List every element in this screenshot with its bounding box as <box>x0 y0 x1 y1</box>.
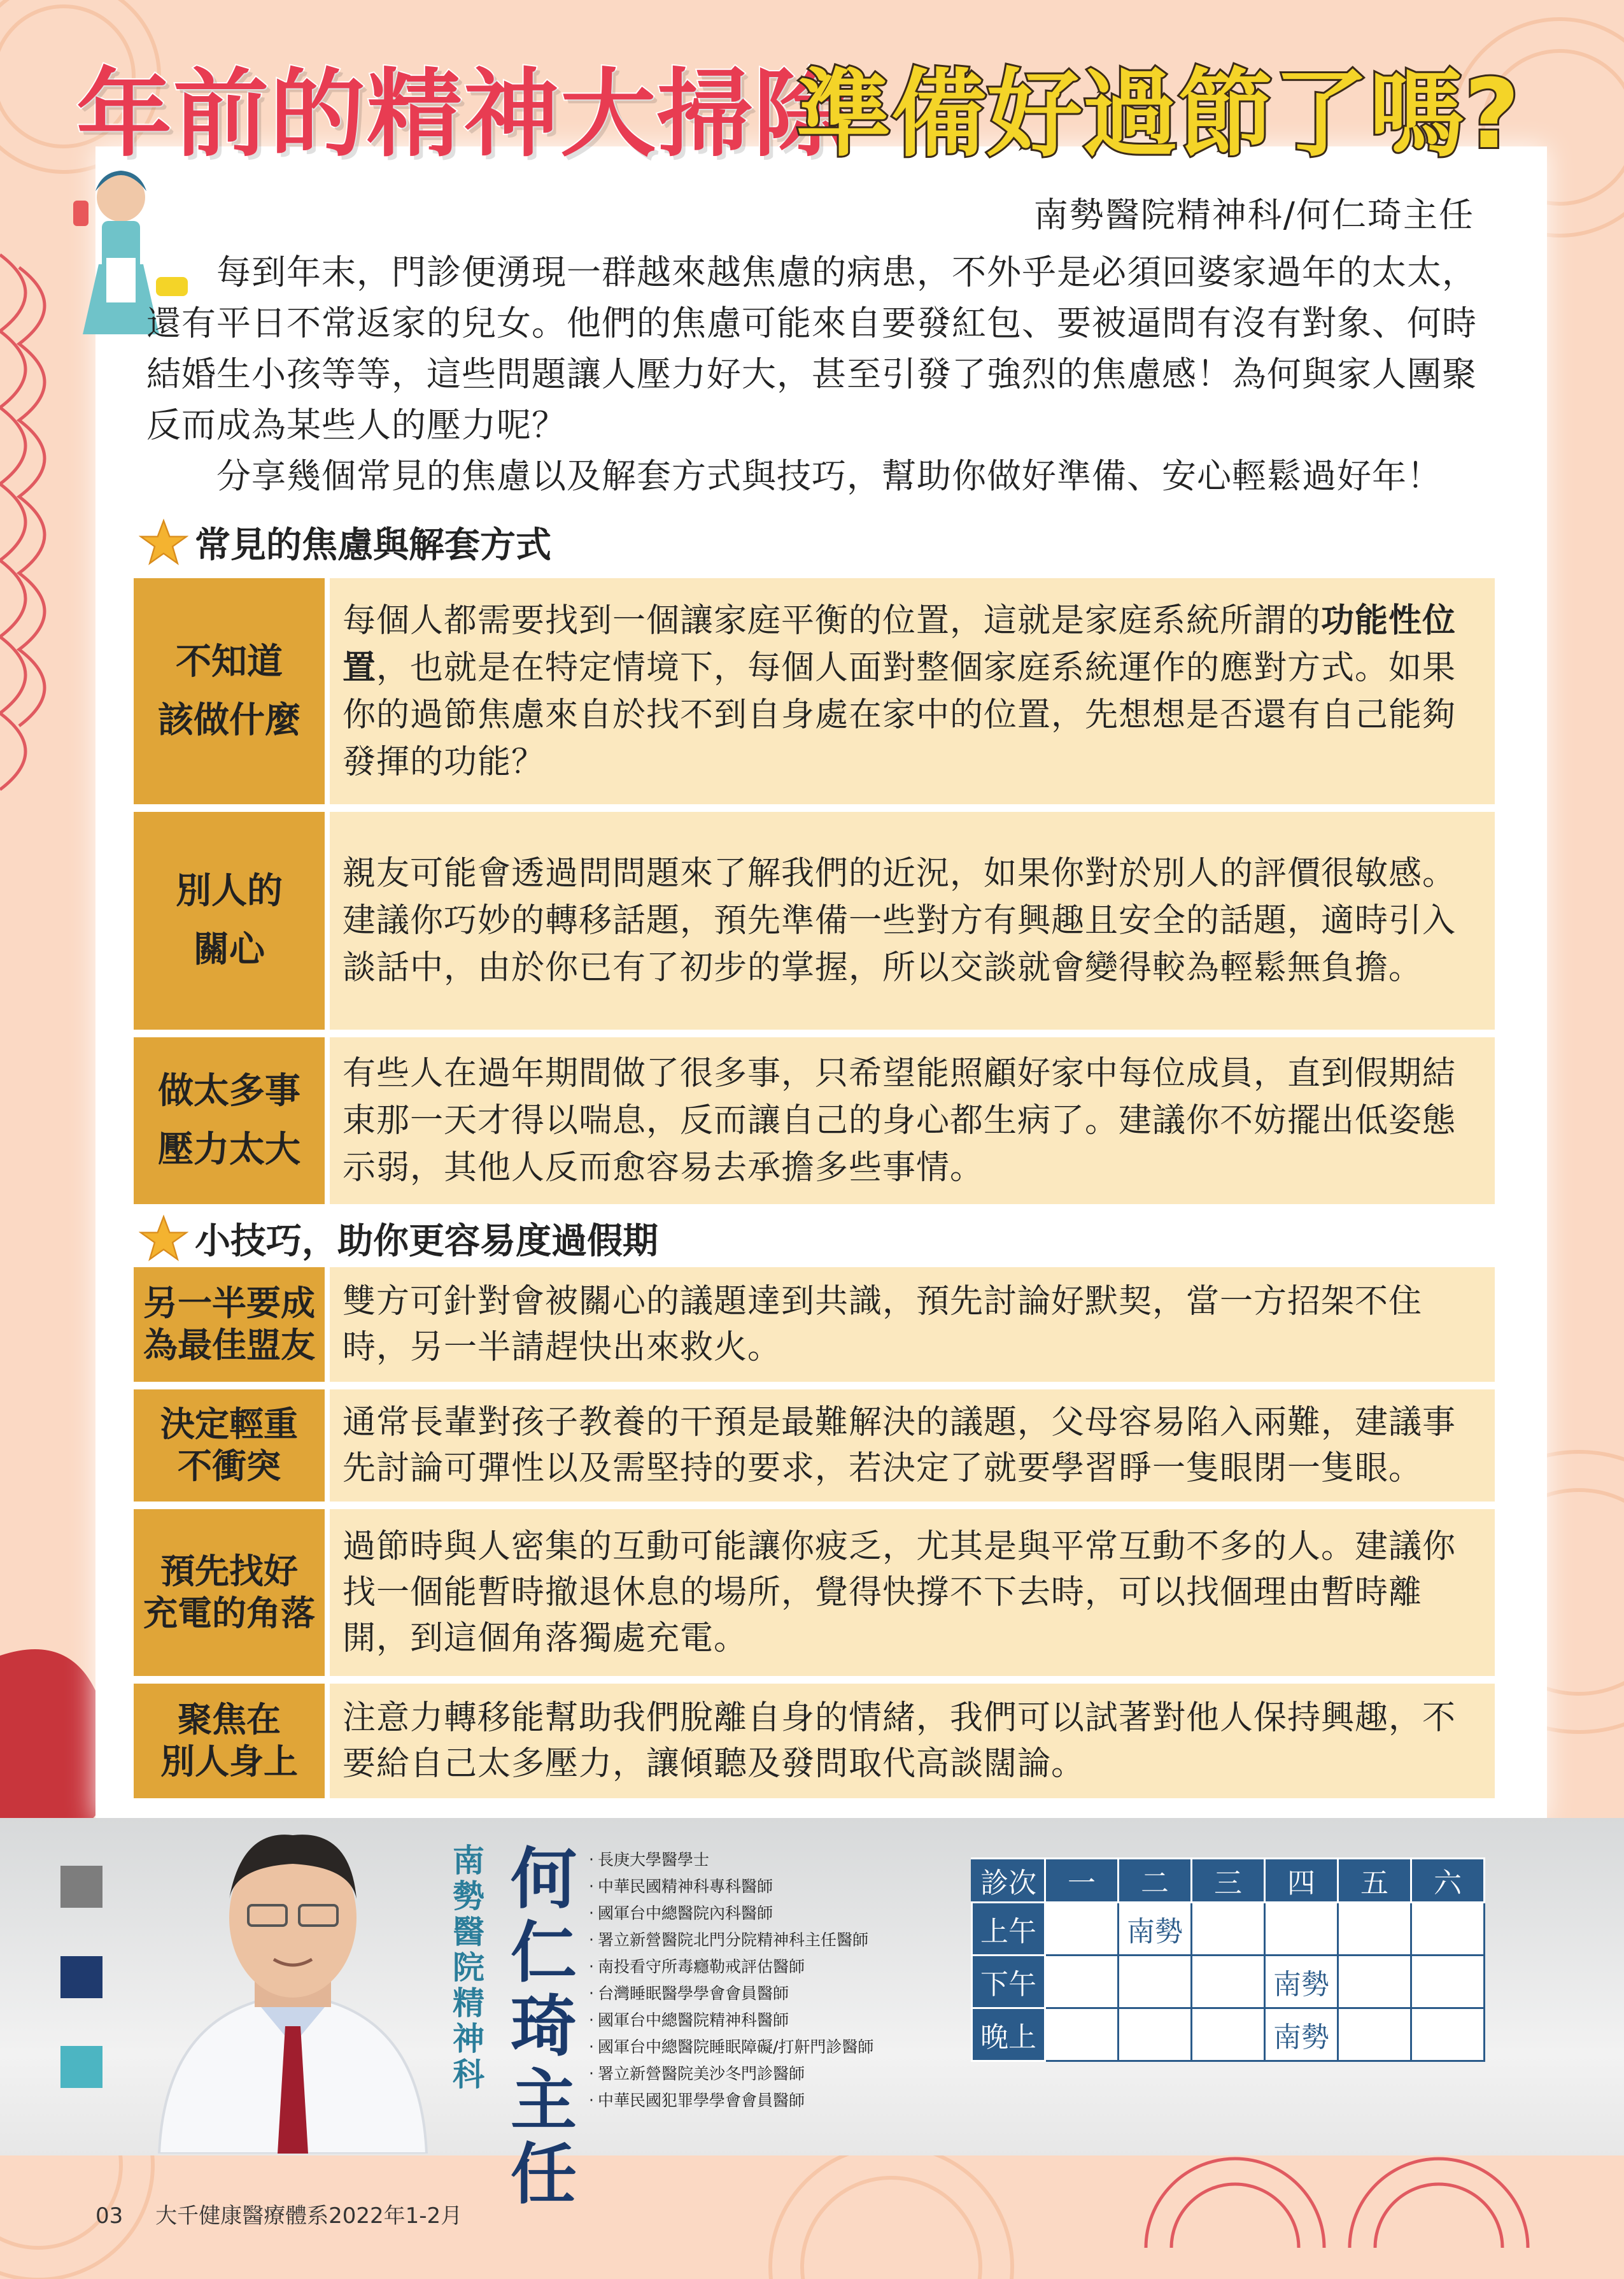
schedule-cell: 南勢 <box>1265 2008 1338 2061</box>
row-label <box>134 578 325 804</box>
schedule-day: 六 <box>1411 1859 1485 1903</box>
schedule-cell <box>1192 1956 1265 2008</box>
credential-item: ‧ 署立新營醫院美沙冬門診醫師 <box>589 2061 873 2087</box>
row-label-line: 充電的角落 <box>143 1593 315 1633</box>
publication-name: 大千健康醫療體系2022年1-2月 <box>155 2203 463 2229</box>
section-heading-anxieties <box>139 517 551 568</box>
schedule-cell <box>1338 1903 1411 1956</box>
doctor-department: 南勢醫院精神科 <box>448 1843 484 2093</box>
desc-text: 雙方可針對會被關心的議題達到共識，預先討論好默契，當一方招架不住時，另一半請趕快出來救火。 <box>342 1282 1423 1367</box>
credential-item: ‧ 中華民國精神科專科醫師 <box>589 1873 873 1900</box>
table-row <box>134 1684 1495 1798</box>
schedule-cell <box>1338 1956 1411 2008</box>
credential-item: ‧ 國軍台中總醫院內科醫師 <box>589 1900 873 1927</box>
table-row <box>134 578 1495 804</box>
author-line: 南勢醫院精神科/何仁琦主任 <box>1033 195 1474 235</box>
row-label-line: 另一半要成 <box>143 1283 315 1323</box>
schedule-cell <box>1119 1956 1192 2008</box>
credential-item: ‧ 國軍台中總醫院精神科醫師 <box>589 2007 873 2034</box>
credential-item: ‧ 署立新營醫院北門分院精神科主任醫師 <box>589 1927 873 1954</box>
title-right: 準備好過節了嗎? <box>796 59 1520 170</box>
schedule-cell <box>1045 2008 1119 2061</box>
page-title <box>76 60 1566 175</box>
intro-text <box>146 247 1483 502</box>
decor-square-gray <box>60 1866 102 1908</box>
doctor-photo <box>134 1822 452 2154</box>
schedule-corner: 診次 <box>972 1859 1045 1903</box>
schedule-cell <box>1411 1956 1485 2008</box>
row-label <box>134 1267 325 1382</box>
row-label-line: 聚焦在 <box>178 1700 281 1740</box>
schedule-session: 下午 <box>972 1956 1045 2008</box>
star-icon <box>139 1214 188 1263</box>
schedule-cell <box>1045 1956 1119 2008</box>
row-label-line: 壓力太大 <box>158 1129 300 1170</box>
desc-text: 每個人都需要找到一個讓家庭平衡的位置，這就是家庭系統所謂的 <box>342 601 1322 640</box>
page-footer <box>95 2198 462 2229</box>
schedule-cell <box>1119 2008 1192 2061</box>
row-label-line: 不衝突 <box>178 1446 281 1486</box>
schedule-day: 五 <box>1338 1859 1411 1903</box>
desc-text: ，也就是在特定情境下，每個人面對整個家庭系統運作的應對方式。如果你的過節焦慮來自於找不到自身處在家中的位置，先想想是否還有自己能夠發揮的功能？ <box>342 648 1457 781</box>
intro-paragraph-1: 每到年末，門診便湧現一群越來越焦慮的病患，不外乎是必須回婆家過年的太太，還有平日不常返家的兒女。他們的焦慮可能來自要發紅包、要被逼問有沒有對象、何時結婚生小孩等等，這些問題讓人壓力好大，甚至引發了強烈的焦慮感！為何與家人團聚反而成為某些人的壓力呢？ <box>146 252 1477 445</box>
desc-text: 通常長輩對孩子教養的干預是最難解決的議題，父母容易陷入兩難，建議事先討論可彈性以及需堅持的要求，若決定了就要學習睜一隻眼閉一隻眼。 <box>342 1403 1457 1487</box>
doctor-name: 何仁琦主任 <box>499 1843 577 2213</box>
credential-item: ‧ 國軍台中總醫院睡眠障礙/打鼾門診醫師 <box>589 2034 873 2061</box>
desc-text: 注意力轉移能幫助我們脫離自身的情緒，我們可以試著對他人保持興趣，不要給自己太多壓力，讓傾聽及發問取代高談闊論。 <box>342 1699 1457 1783</box>
section-heading-text: 常見的焦慮與解套方式 <box>195 525 551 566</box>
desc-bold-term: 功能性位置 <box>342 601 1457 687</box>
credential-item: ‧ 台灣睡眠醫學學會會員醫師 <box>589 1980 873 2007</box>
table-row <box>134 1267 1495 1382</box>
row-label-line: 做太多事 <box>158 1070 300 1112</box>
schedule-day: 二 <box>1119 1859 1192 1903</box>
title-left: 年前的精神大掃除 <box>76 59 851 170</box>
schedule-row <box>972 2008 1485 2061</box>
row-label-line: 該做什麼 <box>158 699 300 741</box>
schedule-session: 晚上 <box>972 2008 1045 2061</box>
table-row <box>134 1509 1495 1676</box>
section-heading-text: 小技巧，助你更容易度過假期 <box>195 1221 658 1262</box>
row-description <box>330 578 1495 804</box>
schedule-header-row <box>972 1859 1485 1903</box>
desc-text: 過節時與人密集的互動可能讓你疲乏，尤其是與平常互動不多的人。建議你找一個能暫時撤退休息的場所，覺得快撐不下去時，可以找個理由暫時離開，到這個角落獨處充電。 <box>342 1528 1457 1658</box>
anxiety-table <box>134 578 1495 1212</box>
schedule-day: 三 <box>1192 1859 1265 1903</box>
table-row <box>134 812 1495 1030</box>
row-description <box>330 1684 1495 1798</box>
row-label <box>134 1389 325 1502</box>
row-label-line: 決定輕重 <box>160 1404 298 1444</box>
row-label <box>134 1037 325 1204</box>
tips-table <box>134 1267 1495 1806</box>
schedule-row <box>972 1956 1485 2008</box>
row-description <box>330 1037 1495 1204</box>
row-description <box>330 1389 1495 1502</box>
schedule-session: 上午 <box>972 1903 1045 1956</box>
row-description <box>330 1509 1495 1676</box>
row-description <box>330 1267 1495 1382</box>
credential-item: ‧ 長庚大學醫學士 <box>589 1847 873 1873</box>
credential-item: ‧ 中華民國犯罪學學會會員醫師 <box>589 2087 873 2114</box>
row-label-line: 預先找好 <box>160 1551 298 1591</box>
credential-item: ‧ 南投看守所毒癮勒戒評估醫師 <box>589 1954 873 1980</box>
schedule-cell <box>1192 1903 1265 1956</box>
schedule-cell <box>1411 1903 1485 1956</box>
table-row <box>134 1037 1495 1204</box>
clinic-schedule-table <box>971 1857 1485 2062</box>
decor-square-teal <box>60 2046 102 2088</box>
schedule-cell: 南勢 <box>1119 1903 1192 1956</box>
intro-paragraph-2: 分享幾個常見的焦慮以及解套方式與技巧，幫助你做好準備、安心輕鬆過好年！ <box>216 456 1442 496</box>
section-heading-tips <box>139 1213 658 1264</box>
desc-text: 親友可能會透過問問題來了解我們的近況，如果你對於別人的評價很敏感。建議你巧妙的轉移話題，預先準備一些對方有興趣且安全的話題，適時引入談話中，由於你已有了初步的掌握，所以交談就會變得較為輕鬆無負擔。 <box>342 855 1457 987</box>
page-number: 03 <box>95 2203 124 2229</box>
row-label-line: 別人身上 <box>160 1742 298 1782</box>
schedule-cell <box>1045 1903 1119 1956</box>
decor-square-navy <box>60 1956 102 1998</box>
schedule-cell: 南勢 <box>1265 1956 1338 2008</box>
schedule-day: 一 <box>1045 1859 1119 1903</box>
row-label-line: 關心 <box>194 929 265 970</box>
row-label-line: 不知道 <box>176 641 283 683</box>
row-label <box>134 812 325 1030</box>
row-label <box>134 1509 325 1676</box>
schedule-cell <box>1411 2008 1485 2061</box>
row-label <box>134 1684 325 1798</box>
schedule-cell <box>1265 1903 1338 1956</box>
schedule-cell <box>1192 2008 1265 2061</box>
row-label-line: 為最佳盟友 <box>143 1325 315 1365</box>
schedule-cell <box>1338 2008 1411 2061</box>
doctor-credentials <box>589 1847 873 2114</box>
star-icon <box>139 518 188 567</box>
schedule-row <box>972 1903 1485 1956</box>
row-description <box>330 812 1495 1030</box>
schedule-day: 四 <box>1265 1859 1338 1903</box>
row-label-line: 別人的 <box>176 870 283 912</box>
table-row <box>134 1389 1495 1502</box>
desc-text: 有些人在過年期間做了很多事，只希望能照顧好家中每位成員，直到假期結束那一天才得以喘息，反而讓自己的身心都生病了。建議你不妨擺出低姿態示弱，其他人反而愈容易去承擔多些事情。 <box>342 1054 1457 1187</box>
